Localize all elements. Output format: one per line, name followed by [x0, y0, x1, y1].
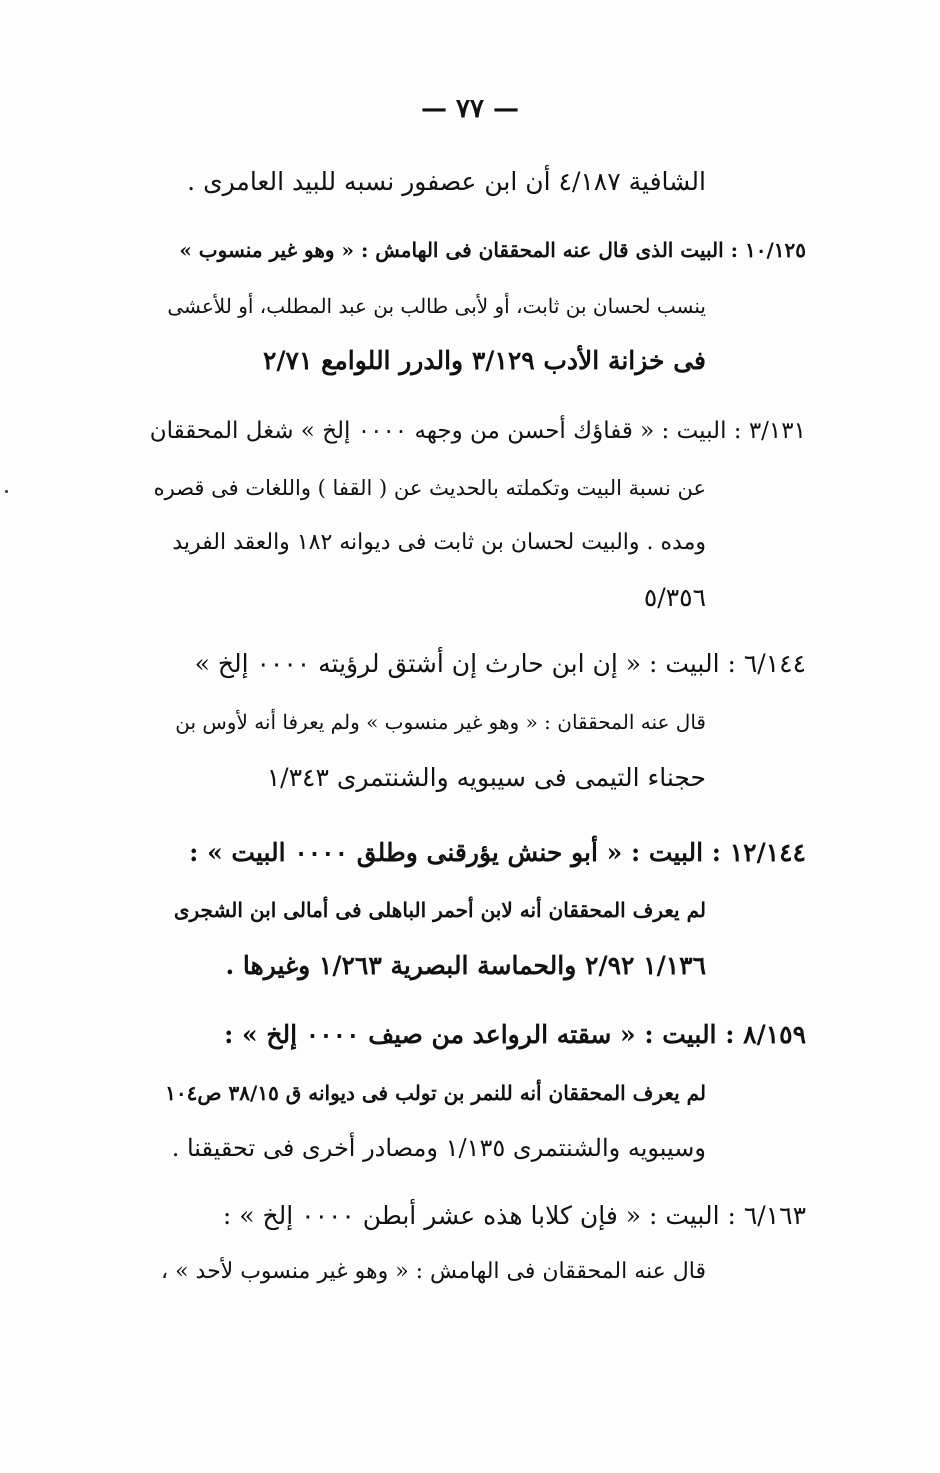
- text-line-6: عن نسبة البيت وتكملته بالحديث عن ( القفا ) واللغات فى قصره: [153, 476, 706, 500]
- text-line-17: وسيبويه والشنتمرى ١/١٣٥ ومصادر أخرى فى تحقيقنا .: [171, 1134, 706, 1162]
- text-line-13: لم يعرف المحققان أنه لابن أحمر الباهلى فى أمالى ابن الشجرى: [173, 898, 706, 922]
- entry-163-heading: ٦/١٦٣ : البيت : « فإن كلابا هذه عشر أبطن ٠٠٠٠ إلخ » :: [222, 1201, 806, 1230]
- text-line-1: الشافية ٤/١٨٧ أن ابن عصفور نسبه للبيد العامرى .: [187, 167, 706, 196]
- scan-speck: [5, 490, 8, 493]
- text-line-11: حجناء التيمى فى سيبويه والشنتمرى ١/٣٤٣: [266, 763, 706, 792]
- entry-125-heading: ١٠/١٢٥ : البيت الذى قال عنه المحققان فى الهامش : « وهو غير منسوب »: [179, 238, 806, 262]
- page-number: — ٧٧ —: [420, 94, 520, 124]
- text-line-7: ومده . والبيت لحسان بن ثابت فى ديوانه ١٨٢ والعقد الفريد: [172, 530, 706, 555]
- text-line-8: ٥/٣٥٦: [643, 583, 706, 612]
- text-line-19: قال عنه المحققان فى الهامش : « وهو غير منسوب لأحد » ،: [160, 1259, 706, 1284]
- text-line-14: ١/١٣٦ ٢/٩٢ والحماسة البصرية ١/٢٦٣ وغيرها .: [225, 951, 706, 980]
- entry-131-heading: ٣/١٣١ : البيت : « قفاؤك أحسن من وجهه ٠٠٠٠ إلخ » شغل المحققان: [149, 418, 806, 444]
- entry-144-6-heading: ٦/١٤٤ : البيت : « إن ابن حارث إن أشتق لرؤيته ٠٠٠٠ إلخ »: [194, 649, 806, 678]
- text-line-16: لم يعرف المحققان أنه للنمر بن تولب فى ديوانه ق ٣٨/١٥ ص١٠٤: [165, 1081, 706, 1105]
- text-line-3: ينسب لحسان بن ثابت، أو لأبى طالب بن عبد المطلب، أو للأعشى: [167, 294, 706, 318]
- text-line-4: فى خزانة الأدب ٣/١٢٩ والدرر اللوامع ٢/٧١: [262, 346, 706, 375]
- entry-144-12-heading: ١٢/١٤٤ : البيت : « أبو حنش يؤرقنى وطلق ٠٠٠٠ البيت » :: [189, 838, 806, 867]
- text-line-10: قال عنه المحققان : « وهو غير منسوب » ولم يعرفا أنه لأوس بن: [175, 710, 706, 734]
- entry-159-heading: ٨/١٥٩ : البيت : « سقته الرواعد من صيف ٠٠٠٠ إلخ » :: [224, 1020, 806, 1049]
